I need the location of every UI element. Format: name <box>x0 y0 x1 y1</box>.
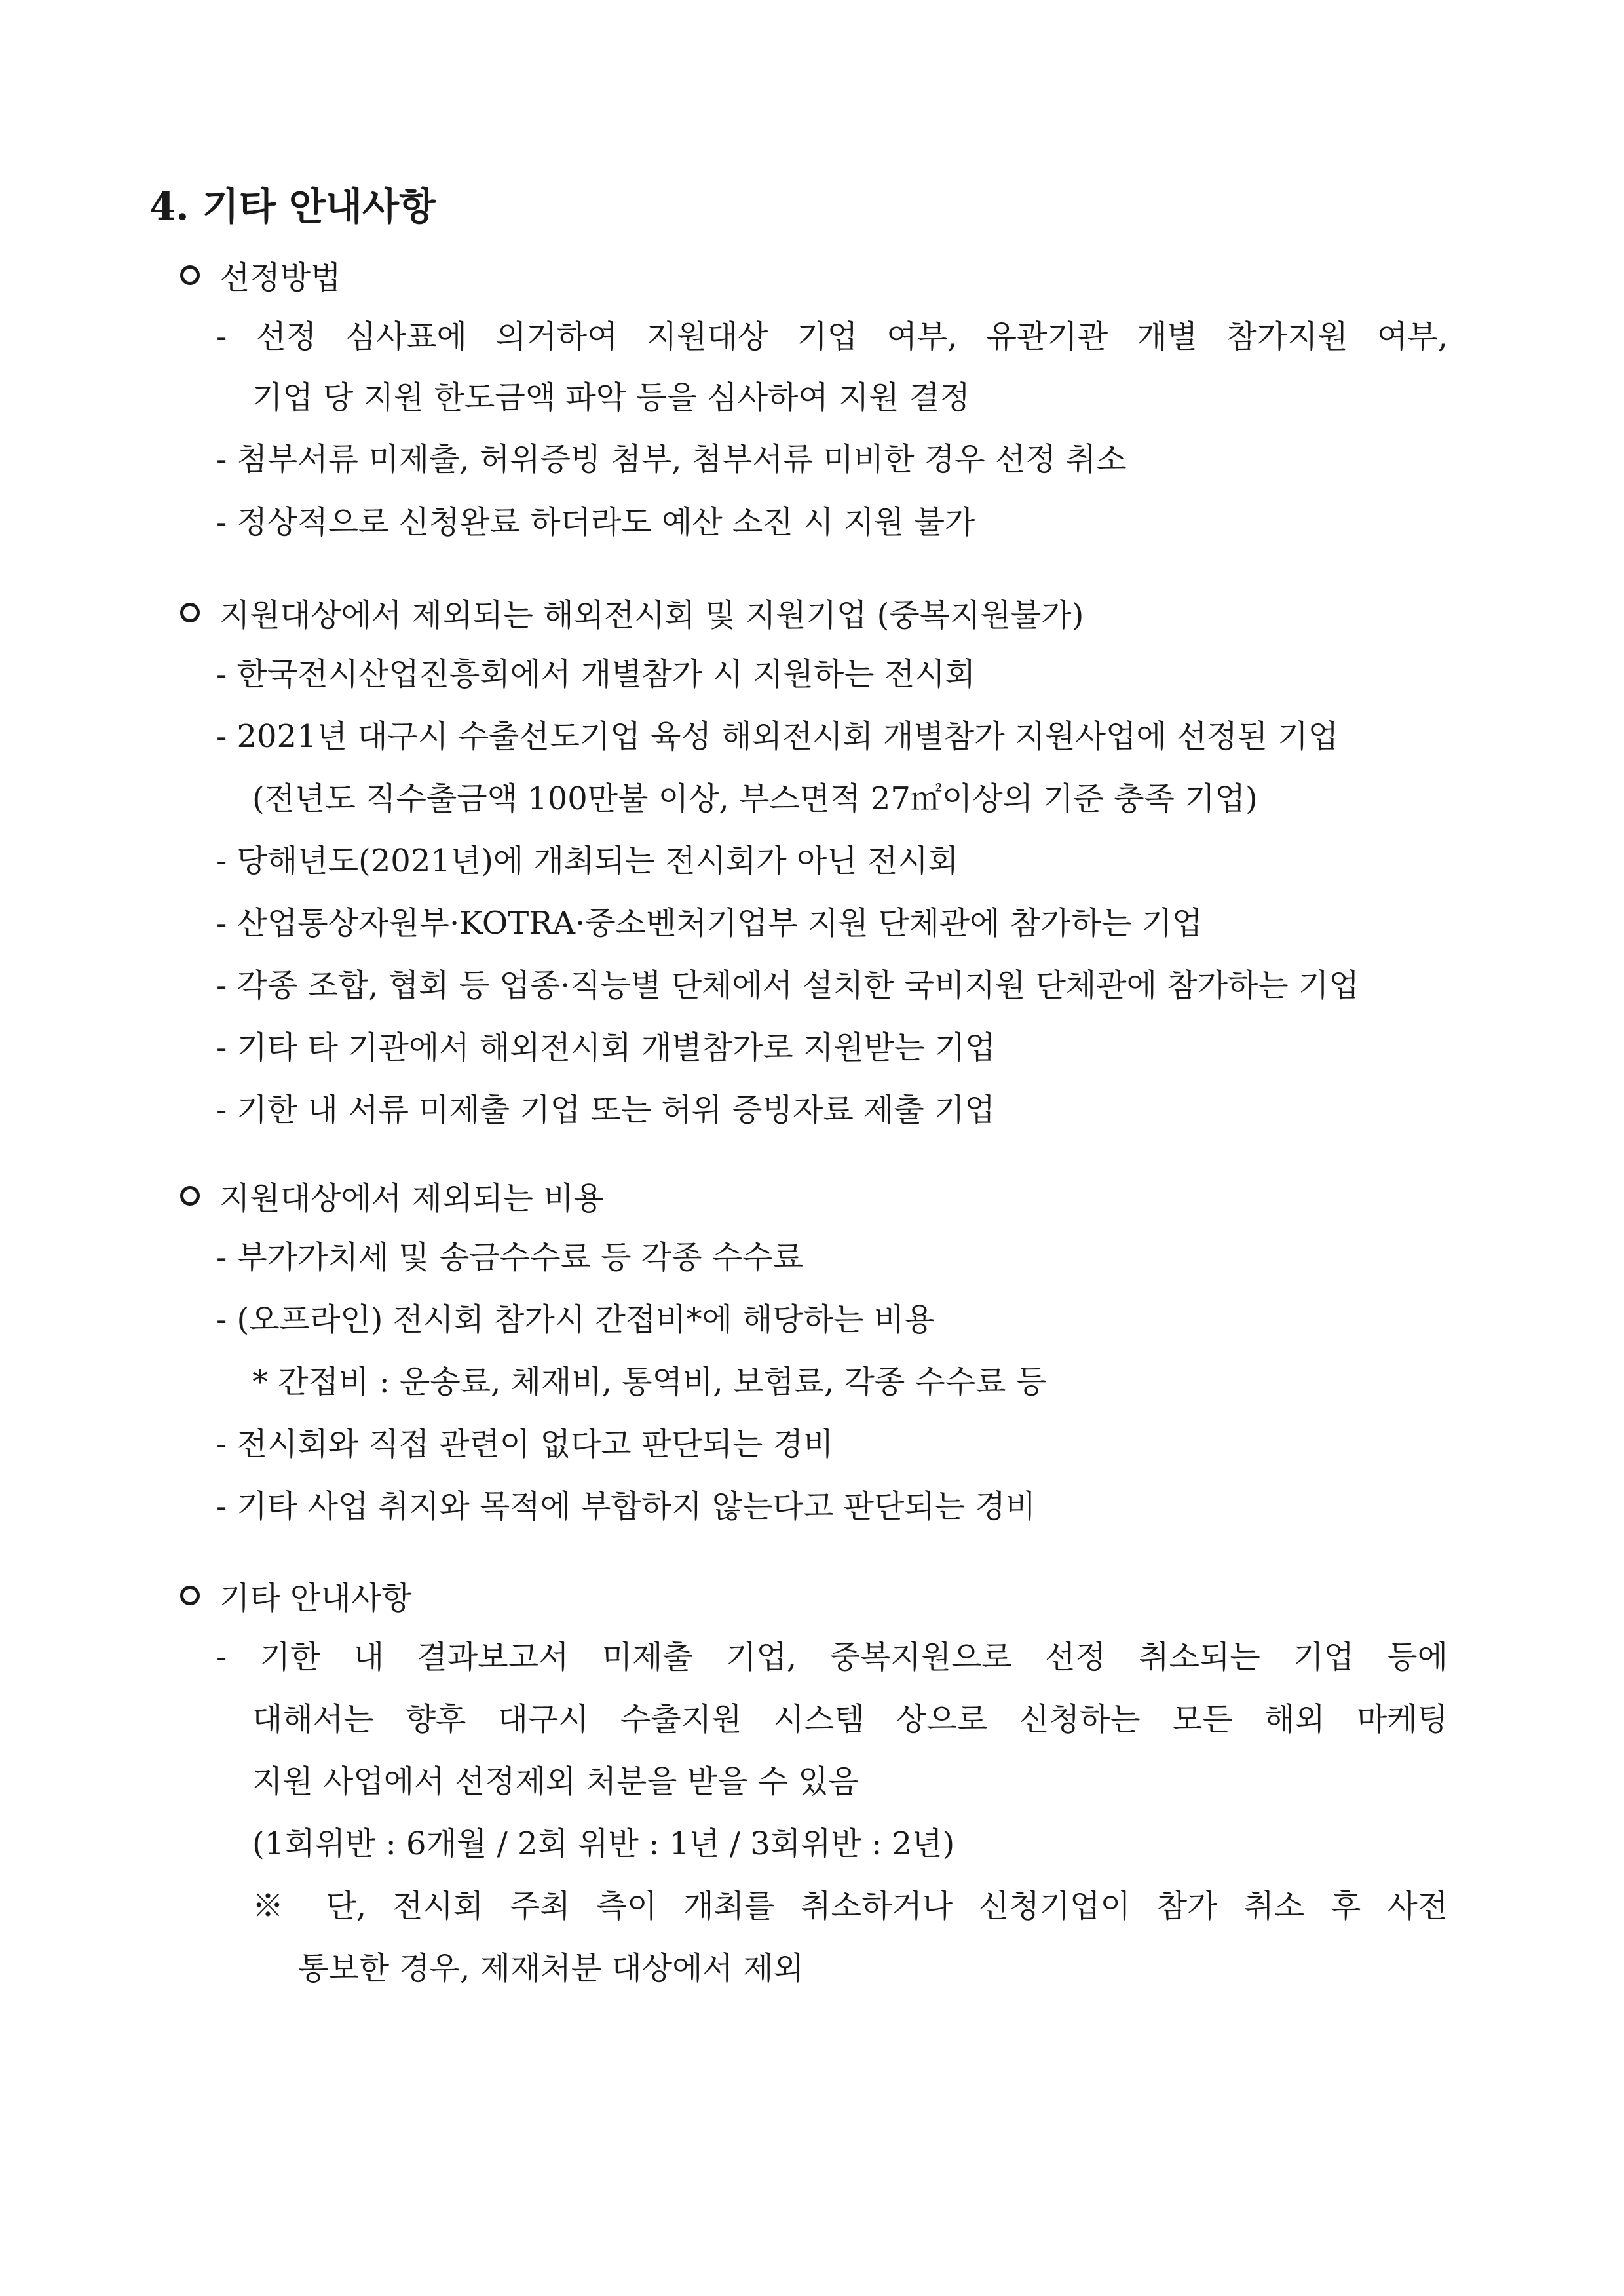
list-item-continuation: (전년도 직수출금액 100만불 이상, 부스면적 27㎡이상의 기준 충족 기업) <box>252 780 1258 817</box>
list-item-continuation: 대해서는 향후 대구시 수출지원 시스템 상으로 신청하는 모든 해외 마케팅 <box>252 1701 1448 1738</box>
list-item: - 당해년도(2021년)에 개최되는 전시회가 아닌 전시회 <box>216 843 959 879</box>
section-title-selection-method <box>180 252 341 297</box>
list-item: - 전시회와 직접 관련이 없다고 판단되는 경비 <box>216 1426 834 1463</box>
list-item: - 2021년 대구시 수출선도기업 육성 해외전시회 개별참가 지원사업에 선정된 기업 <box>216 718 1339 755</box>
violation-penalty-line: (1회위반 : 6개월 / 2회 위반 : 1년 / 3회위반 : 2년) <box>252 1826 955 1862</box>
list-item-continuation: 기업 당 지원 한도금액 파악 등을 심사하여 지원 결정 <box>252 379 970 416</box>
list-item: - 선정 심사표에 의거하여 지원대상 기업 여부, 유관기관 개별 참가지원 여부, <box>216 318 1448 355</box>
note-item-continuation: 통보한 경우, 제재처분 대상에서 제외 <box>298 1950 804 1987</box>
list-item: - 산업통상자원부·KOTRA·중소벤처기업부 지원 단체관에 참가하는 기업 <box>216 905 1203 942</box>
section-title-excluded-exhibitions <box>180 590 1084 635</box>
circle-bullet-icon <box>180 265 200 285</box>
list-item-continuation: 지원 사업에서 선정제외 처분을 받을 수 있음 <box>252 1763 859 1800</box>
list-item: - 첨부서류 미제출, 허위증빙 첨부, 첨부서류 미비한 경우 선정 취소 <box>216 441 1127 478</box>
circle-bullet-icon <box>180 1186 200 1206</box>
list-item: - 기타 사업 취지와 목적에 부합하지 않는다고 판단되는 경비 <box>216 1488 1036 1525</box>
list-item: - 기한 내 서류 미제출 기업 또는 허위 증빙자료 제출 기업 <box>216 1092 995 1128</box>
list-item: - 정상적으로 신청완료 하더라도 예산 소진 시 지원 불가 <box>216 504 975 541</box>
circle-bullet-icon <box>180 1586 200 1605</box>
list-item: - (오프라인) 전시회 참가시 간접비*에 해당하는 비용 <box>216 1301 935 1338</box>
list-item: - 기한 내 결과보고서 미제출 기업, 중복지원으로 선정 취소되는 기업 등에 <box>216 1639 1448 1675</box>
note-item: ※ 단, 전시회 주최 측이 개최를 취소하거나 신청기업이 참가 취소 후 사전 <box>252 1888 1448 1924</box>
note-item: * 간접비 : 운송료, 체재비, 통역비, 보험료, 각종 수수료 등 <box>252 1364 1047 1400</box>
list-item: - 부가가치세 및 송금수수료 등 각종 수수료 <box>216 1239 804 1276</box>
list-item: - 기타 타 기관에서 해외전시회 개별참가로 지원받는 기업 <box>216 1029 996 1066</box>
list-item: - 한국전시산업진흥회에서 개별참가 시 지원하는 전시회 <box>216 656 975 693</box>
section-title-text: 기타 안내사항 <box>219 1580 412 1617</box>
list-item: - 각종 조합, 협회 등 업종·직능별 단체에서 설치한 국비지원 단체관에 참가하는 기업 <box>216 967 1359 1004</box>
section-title-excluded-costs <box>180 1173 604 1218</box>
section-title-text: 지원대상에서 제외되는 비용 <box>219 1180 604 1217</box>
section-title-text: 선정방법 <box>219 259 341 296</box>
circle-bullet-icon <box>180 603 200 622</box>
section-title-other-notices <box>180 1573 411 1618</box>
section-heading: 4. 기타 안내사항 <box>149 184 436 229</box>
section-title-text: 지원대상에서 제외되는 해외전시회 및 지원기업 (중복지원불가) <box>219 597 1084 634</box>
